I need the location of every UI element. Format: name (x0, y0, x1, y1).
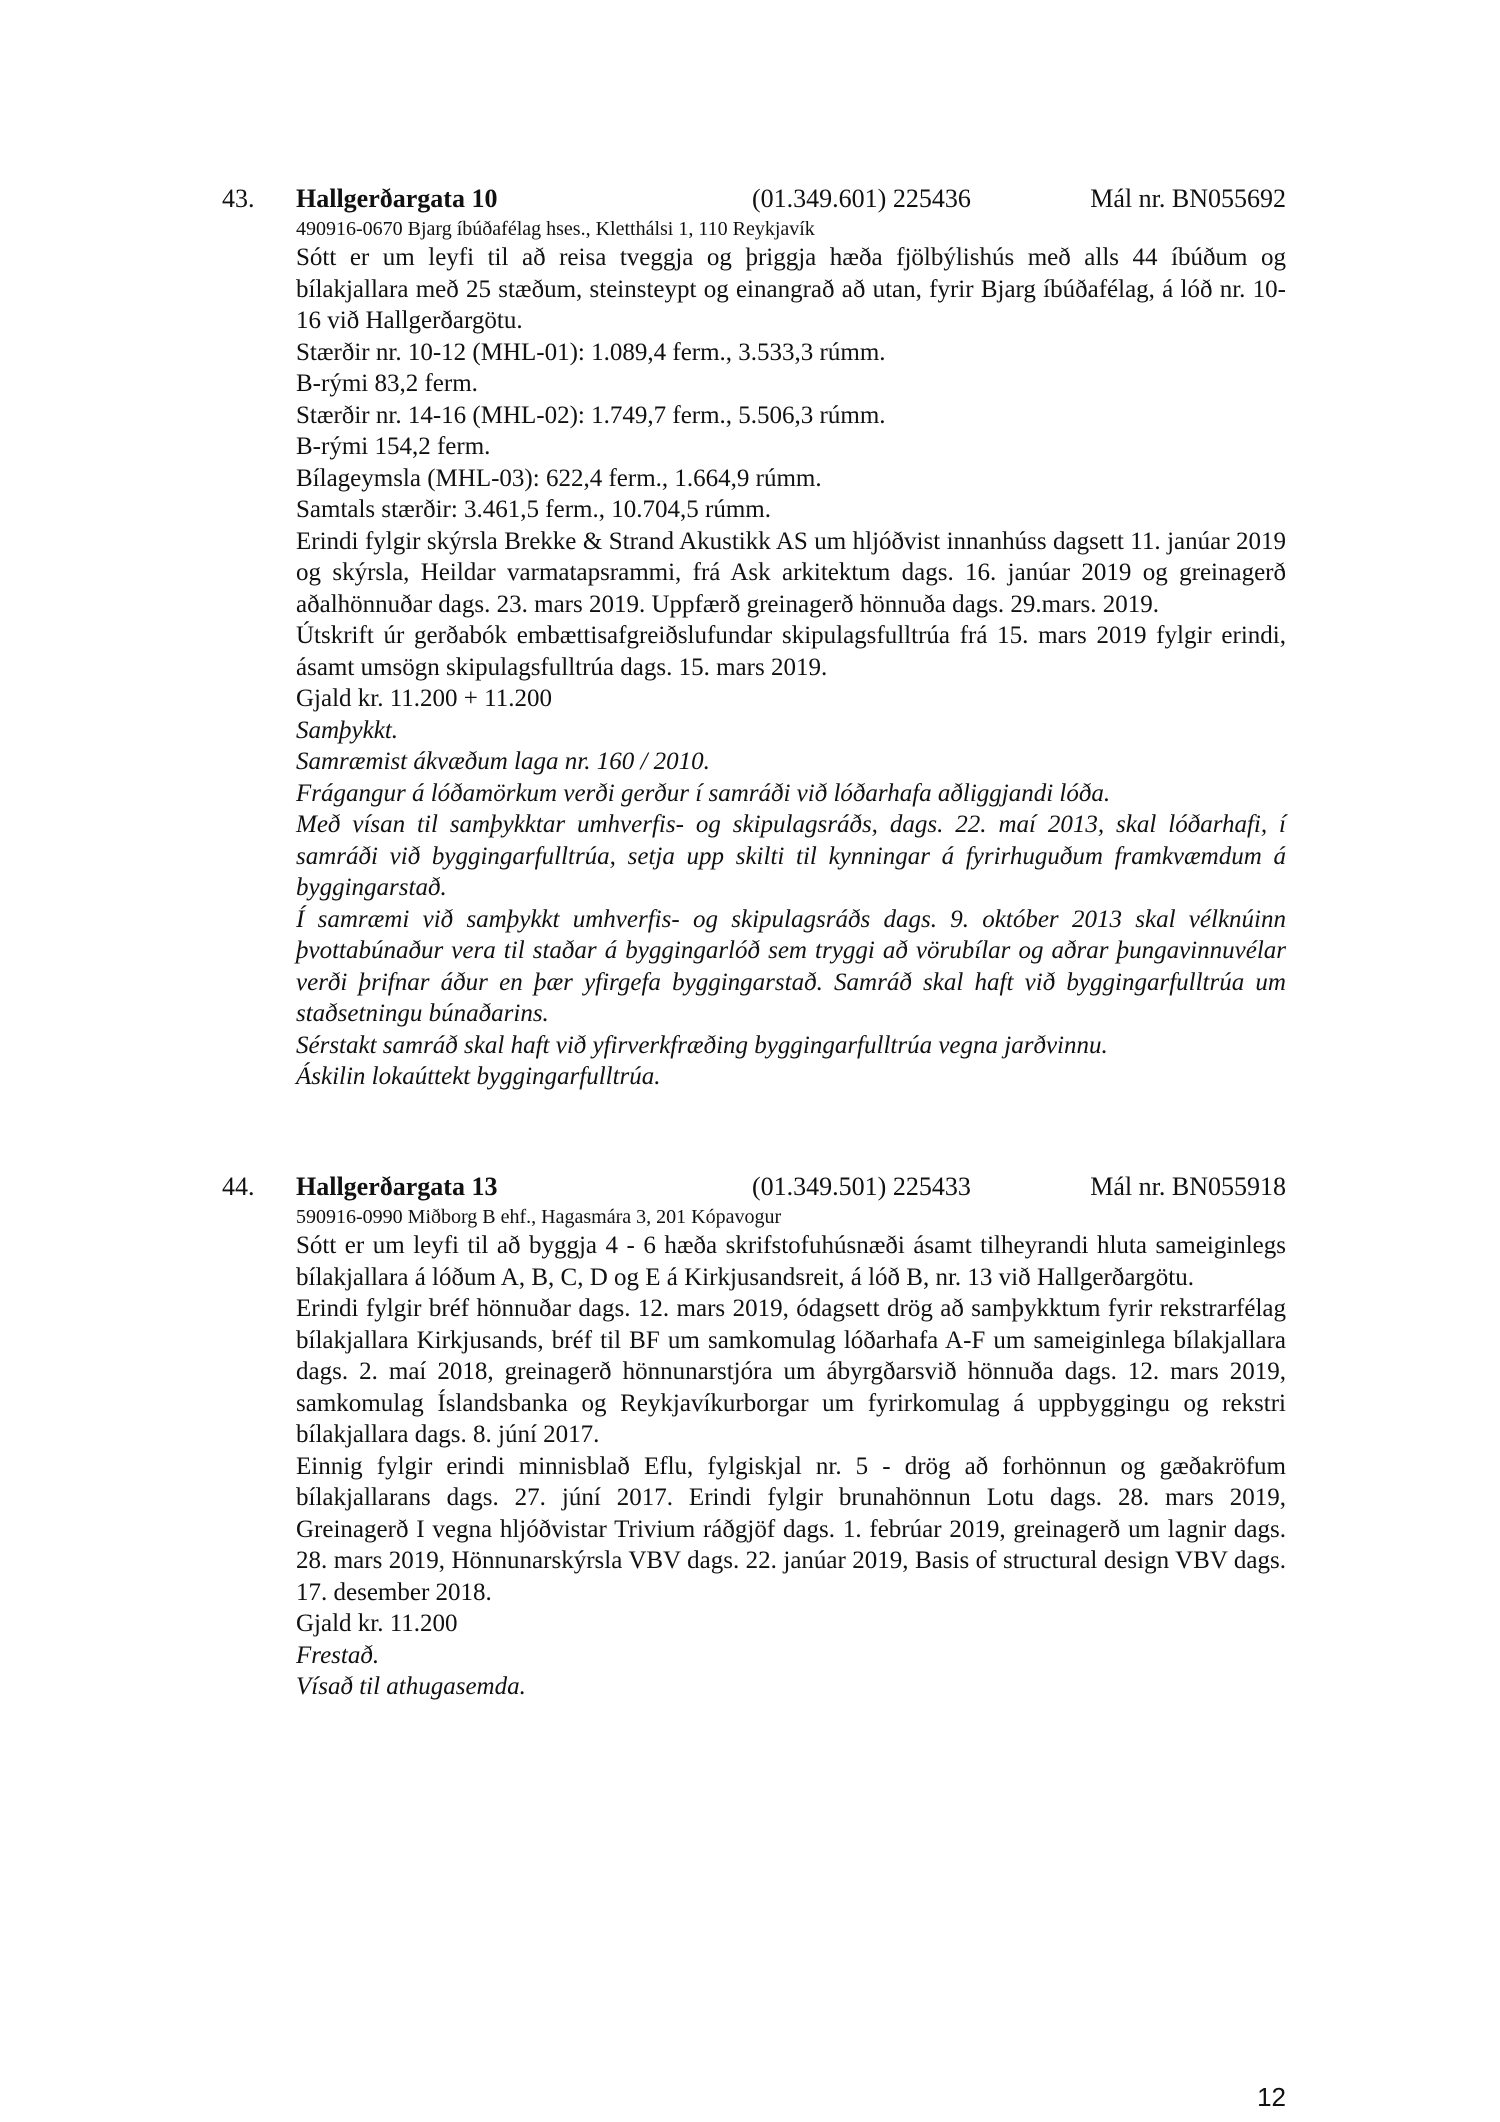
entry-decision: Í samræmi við samþykkt umhverfis- og skipulagsráðs dags. 9. október 2013 skal vélknúinn þvottabúnaður vera til staðar á byggingarlóð sem tryggi að vörubílar og aðrar þungavinnuvélar verði þrifnar áður en þær yfirgefa byggingarstað. Samráð skal haft við byggingarfulltrúa um staðsetningu búnaðarins. (296, 905, 1286, 1027)
entry-number: 43. (222, 184, 255, 213)
entry-decision: Vísað til athugasemda. (296, 1673, 526, 1700)
entry-paragraph: Sótt er um leyfi til að reisa tveggja og þriggja hæða fjölbýlishús með alls 44 íbúðum og bílakjallara með 25 stæðum, steinsteypt og einangrað að utan, fyrir Bjarg íbúðafélag, á lóð nr. 10-16 við Hallgerðargötu. (296, 244, 1286, 334)
entry-decision: Frestað. (296, 1641, 380, 1669)
entry-paragraph: B-rými 83,2 ferm. (296, 370, 478, 397)
entry-paragraph: Bílageymsla (MHL-03): 622,4 ferm., 1.664,9 rúmm. (296, 464, 822, 492)
entry-body (296, 1204, 1286, 1703)
entry-decision: Sérstakt samráð skal haft við yfirverkfræðing byggingarfulltrúa vegna jarðvinnu. (296, 1031, 1108, 1059)
entry-paragraph: B-rými 154,2 ferm. (296, 433, 491, 460)
page-number: 12 (1257, 2082, 1286, 2112)
case-entry-44 (222, 1170, 1286, 1703)
case-entry-43 (222, 182, 1286, 1093)
entry-case-number: Mál nr. BN055918 (1090, 1172, 1286, 1201)
entry-paragraph: Útskrift úr gerðabók embættisafgreiðslufundar skipulagsfulltrúa frá 15. mars 2019 fylgir erindi, ásamt umsögn skipulagsfulltrúa dags. 15. mars 2019. (296, 622, 1286, 681)
entry-owner: 590916-0990 Miðborg B ehf., Hagasmára 3, 201 Kópavogur (296, 1206, 782, 1228)
entry-paragraph: Erindi fylgir skýrsla Brekke & Strand Akustikk AS um hljóðvist innanhúss dagsett 11. janúar 2019 og skýrsla, Heildar varmatapsrammi, frá Ask arkitektum dags. 16. janúar 2019 og greinagerð aðalhönnuðar dags. 23. mars 2019. Uppfærð greinagerð hönnuða dags. 29.mars. 2019. (296, 527, 1286, 618)
entry-decision: Með vísan til samþykktar umhverfis- og skipulagsráðs, dags. 22. maí 2013, skal lóðarhafi, í samráði við byggingarfulltrúa, setja upp skilti til kynningar á fyrirhuguðum framkvæmdum á byggingarstað. (296, 811, 1286, 901)
entry-owner: 490916-0670 Bjarg íbúðafélag hses., Kletthálsi 1, 110 Reykjavík (296, 218, 815, 240)
entry-paragraph: Sótt er um leyfi til að byggja 4 - 6 hæða skrifstofuhúsnæði ásamt tilheyrandi hluta sameiginlegs bílakjallara á lóðum A, B, C, D og E á Kirkjusandsreit, á lóð B, nr. 13 við Hallgerðargötu. (296, 1232, 1286, 1291)
entry-number: 44. (222, 1172, 255, 1201)
entry-decision: Samræmist ákvæðum laga nr. 160 / 2010. (296, 748, 710, 775)
entry-paragraph: Gjald kr. 11.200 (296, 1610, 458, 1637)
entry-address: Hallgerðargata 13 (296, 1172, 498, 1201)
entry-header (222, 182, 1286, 216)
entry-header (222, 1170, 1286, 1204)
entry-paragraph: Einnig fylgir erindi minnisblað Eflu, fylgiskjal nr. 5 - drög að forhönnun og gæðakröfum bílakjallarans dags. 27. júní 2017. Erindi fylgir brunahönnun Lotu dags. 28. mars 2019, Greinagerð I vegna hljóðvistar Trivium ráðgjöf dags. 1. febrúar 2019, greinagerð um lagnir dags. 28. mars 2019, Hönnunarskýrsla VBV dags. 22. janúar 2019, Basis of structural design VBV dags. 17. desember 2018. (296, 1452, 1286, 1606)
entry-paragraph: Stærðir nr. 14-16 (MHL-02): 1.749,7 ferm., 5.506,3 rúmm. (296, 401, 886, 429)
entry-case-number: Mál nr. BN055692 (1090, 184, 1286, 213)
entry-reference: (01.349.501) 225433 (752, 1172, 971, 1201)
entry-paragraph: Erindi fylgir bréf hönnuðar dags. 12. mars 2019, ódagsett drög að samþykktum fyrir rekstrarfélag bílakjallara Kirkjusands, bréf til BF um samkomulag lóðarhafa A-F um sameiginlega bílakjallara dags. 2. maí 2018, greinagerð hönnunarstjóra um ábyrgðarsvið hönnuða dags. 12. mars 2019, samkomulag Íslandsbanka og Reykjavíkurborgar um fyrirkomulag á uppbyggingu og rekstri bílakjallara dags. 8. júní 2017. (296, 1295, 1286, 1448)
entry-paragraph: Gjald kr. 11.200 + 11.200 (296, 685, 552, 712)
entry-address: Hallgerðargata 10 (296, 184, 498, 213)
entry-paragraph: Stærðir nr. 10-12 (MHL-01): 1.089,4 ferm., 3.533,3 rúmm. (296, 338, 886, 366)
entry-reference: (01.349.601) 225436 (752, 184, 971, 213)
entry-decision: Frágangur á lóðamörkum verði gerður í samráði við lóðarhafa aðliggjandi lóða. (296, 779, 1111, 807)
entry-decision: Samþykkt. (296, 716, 399, 744)
entry-paragraph: Samtals stærðir: 3.461,5 ferm., 10.704,5 rúmm. (296, 496, 771, 523)
entry-body (296, 216, 1286, 1093)
entry-decision: Áskilin lokaúttekt byggingarfulltrúa. (296, 1063, 661, 1090)
